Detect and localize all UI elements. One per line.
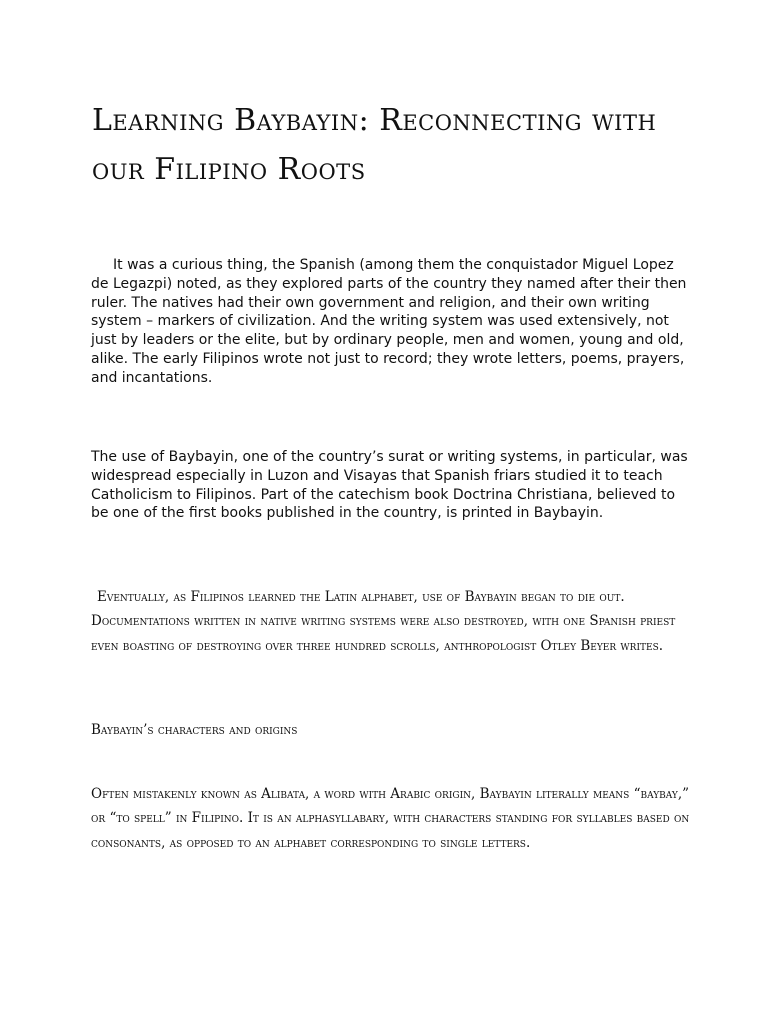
paragraph-spanish-observations: It was a curious thing, the Spanish (among them the conquistador Miguel Lopez de Legazpi) noted, as they explored parts of the country they named after their then ruler. The natives had their own government and religion, and their own writing system – markers of civilization. And the writing system was used extensively, not just by leaders or the elite, but by ordinary people, men and women, young and old, alike. The early Filipinos wrote not just to record; they wrote letters, poems, prayers, and incantations. (91, 257, 687, 386)
document-title: Learning Baybayin: Reconnecting with our Filipino Roots (92, 103, 657, 187)
paragraph-alphasyllabary: Often mistakenly known as Alibata, a word with Arabic origin, Baybayin literally means “baybay,” or “to spell” in Filipino. It is an alphasyllabary, with characters standing for syllables based on consonants, as opposed to an alphabet corresponding to single letters. (91, 786, 690, 851)
paragraph-baybayin-use: The use of Baybayin, one of the country’s surat or writing systems, in particular, was widespread especially in Luzon and Visayas that Spanish friars studied it to teach Catholicism to Filipinos. Part of the catechism book Doctrina Christiana, believed to be one of the first books published in the country, is printed in Baybayin. (91, 449, 688, 522)
section-heading: Baybayin’s characters and origins (91, 722, 298, 738)
paragraph-decline: Eventually, as Filipinos learned the Latin alphabet, use of Baybayin began to die out. Documentations written in native writing systems were also destroyed, with one Spanish priest even boasting of destroying over three hundred scrolls, anthropologist Otley Beyer writes. (91, 589, 676, 654)
